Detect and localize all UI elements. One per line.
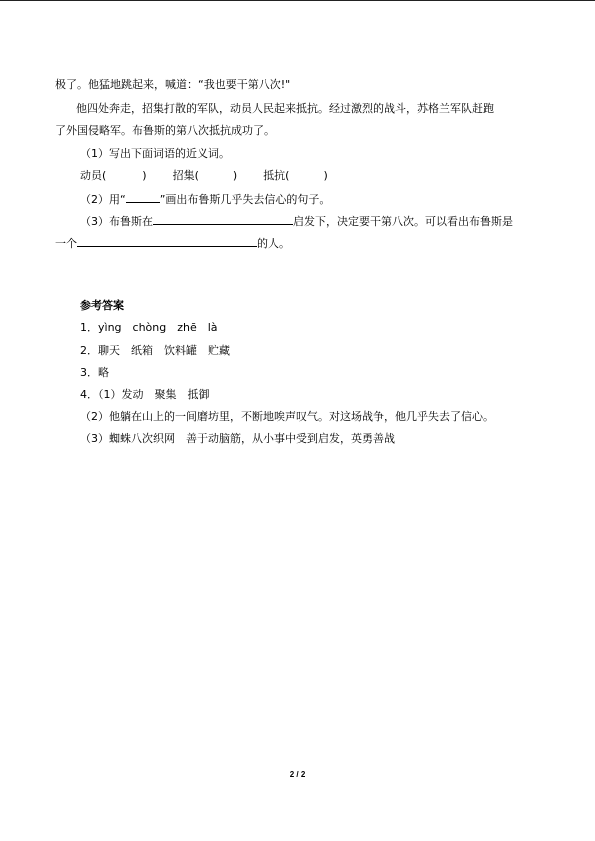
synonym-row bbox=[80, 169, 328, 183]
fill-blank-2[interactable] bbox=[77, 235, 257, 247]
question-2: （2）用“ ”画出布鲁斯几乎失去信心的句子。 bbox=[80, 193, 331, 206]
answer-4-2: （2）他躺在山上的一间磨坊里，不断地唉声叹气。对这场战争，他几乎失去了信心。 bbox=[80, 410, 494, 423]
answer-2: 2．聊天 纸箱 饮料罐 贮藏 bbox=[80, 344, 230, 357]
answer-4: 4．（1）发动 聚集 抵御 bbox=[80, 388, 210, 401]
word-1-open: 动员( bbox=[80, 169, 107, 182]
answer-4-3: （3）蜘蛛八次织网 善于动脑筋，从小事中受到启发，英勇善战 bbox=[80, 432, 395, 445]
question-1: （1）写出下面词语的近义词。 bbox=[80, 147, 230, 160]
passage-line-2: 他四处奔走，招集打散的军队，动员人民起来抵抗。经过激烈的战斗，苏格兰军队赶跑 bbox=[76, 102, 494, 115]
passage-line-3: 了外国侵略军。布鲁斯的第八次抵抗成功了。 bbox=[55, 124, 275, 137]
question-3-line-1: （3）布鲁斯在 启发下，决定要干第八次。可以看出布鲁斯是 bbox=[80, 215, 513, 228]
question-3-line-2: 一个 的人。 bbox=[55, 237, 290, 250]
word-3-open: 抵抗( bbox=[263, 169, 290, 182]
answer-3: 3．略 bbox=[80, 366, 109, 379]
page-number: 2 / 2 bbox=[289, 770, 306, 779]
answer-title: 参考答案 bbox=[80, 299, 124, 312]
word-3-close: ) bbox=[323, 169, 328, 182]
word-1-close: ) bbox=[142, 169, 147, 182]
top-rule bbox=[0, 0, 595, 1]
fill-blank-1[interactable] bbox=[153, 213, 293, 225]
answer-1: 1．yìng chòng zhē là bbox=[80, 321, 218, 334]
word-2-open: 招集( bbox=[172, 169, 199, 182]
underline-blank bbox=[126, 191, 160, 203]
passage-line-1: 极了。他猛地跳起来，喊道：“我也要干第八次!" bbox=[55, 78, 291, 91]
word-2-close: ) bbox=[232, 169, 238, 182]
